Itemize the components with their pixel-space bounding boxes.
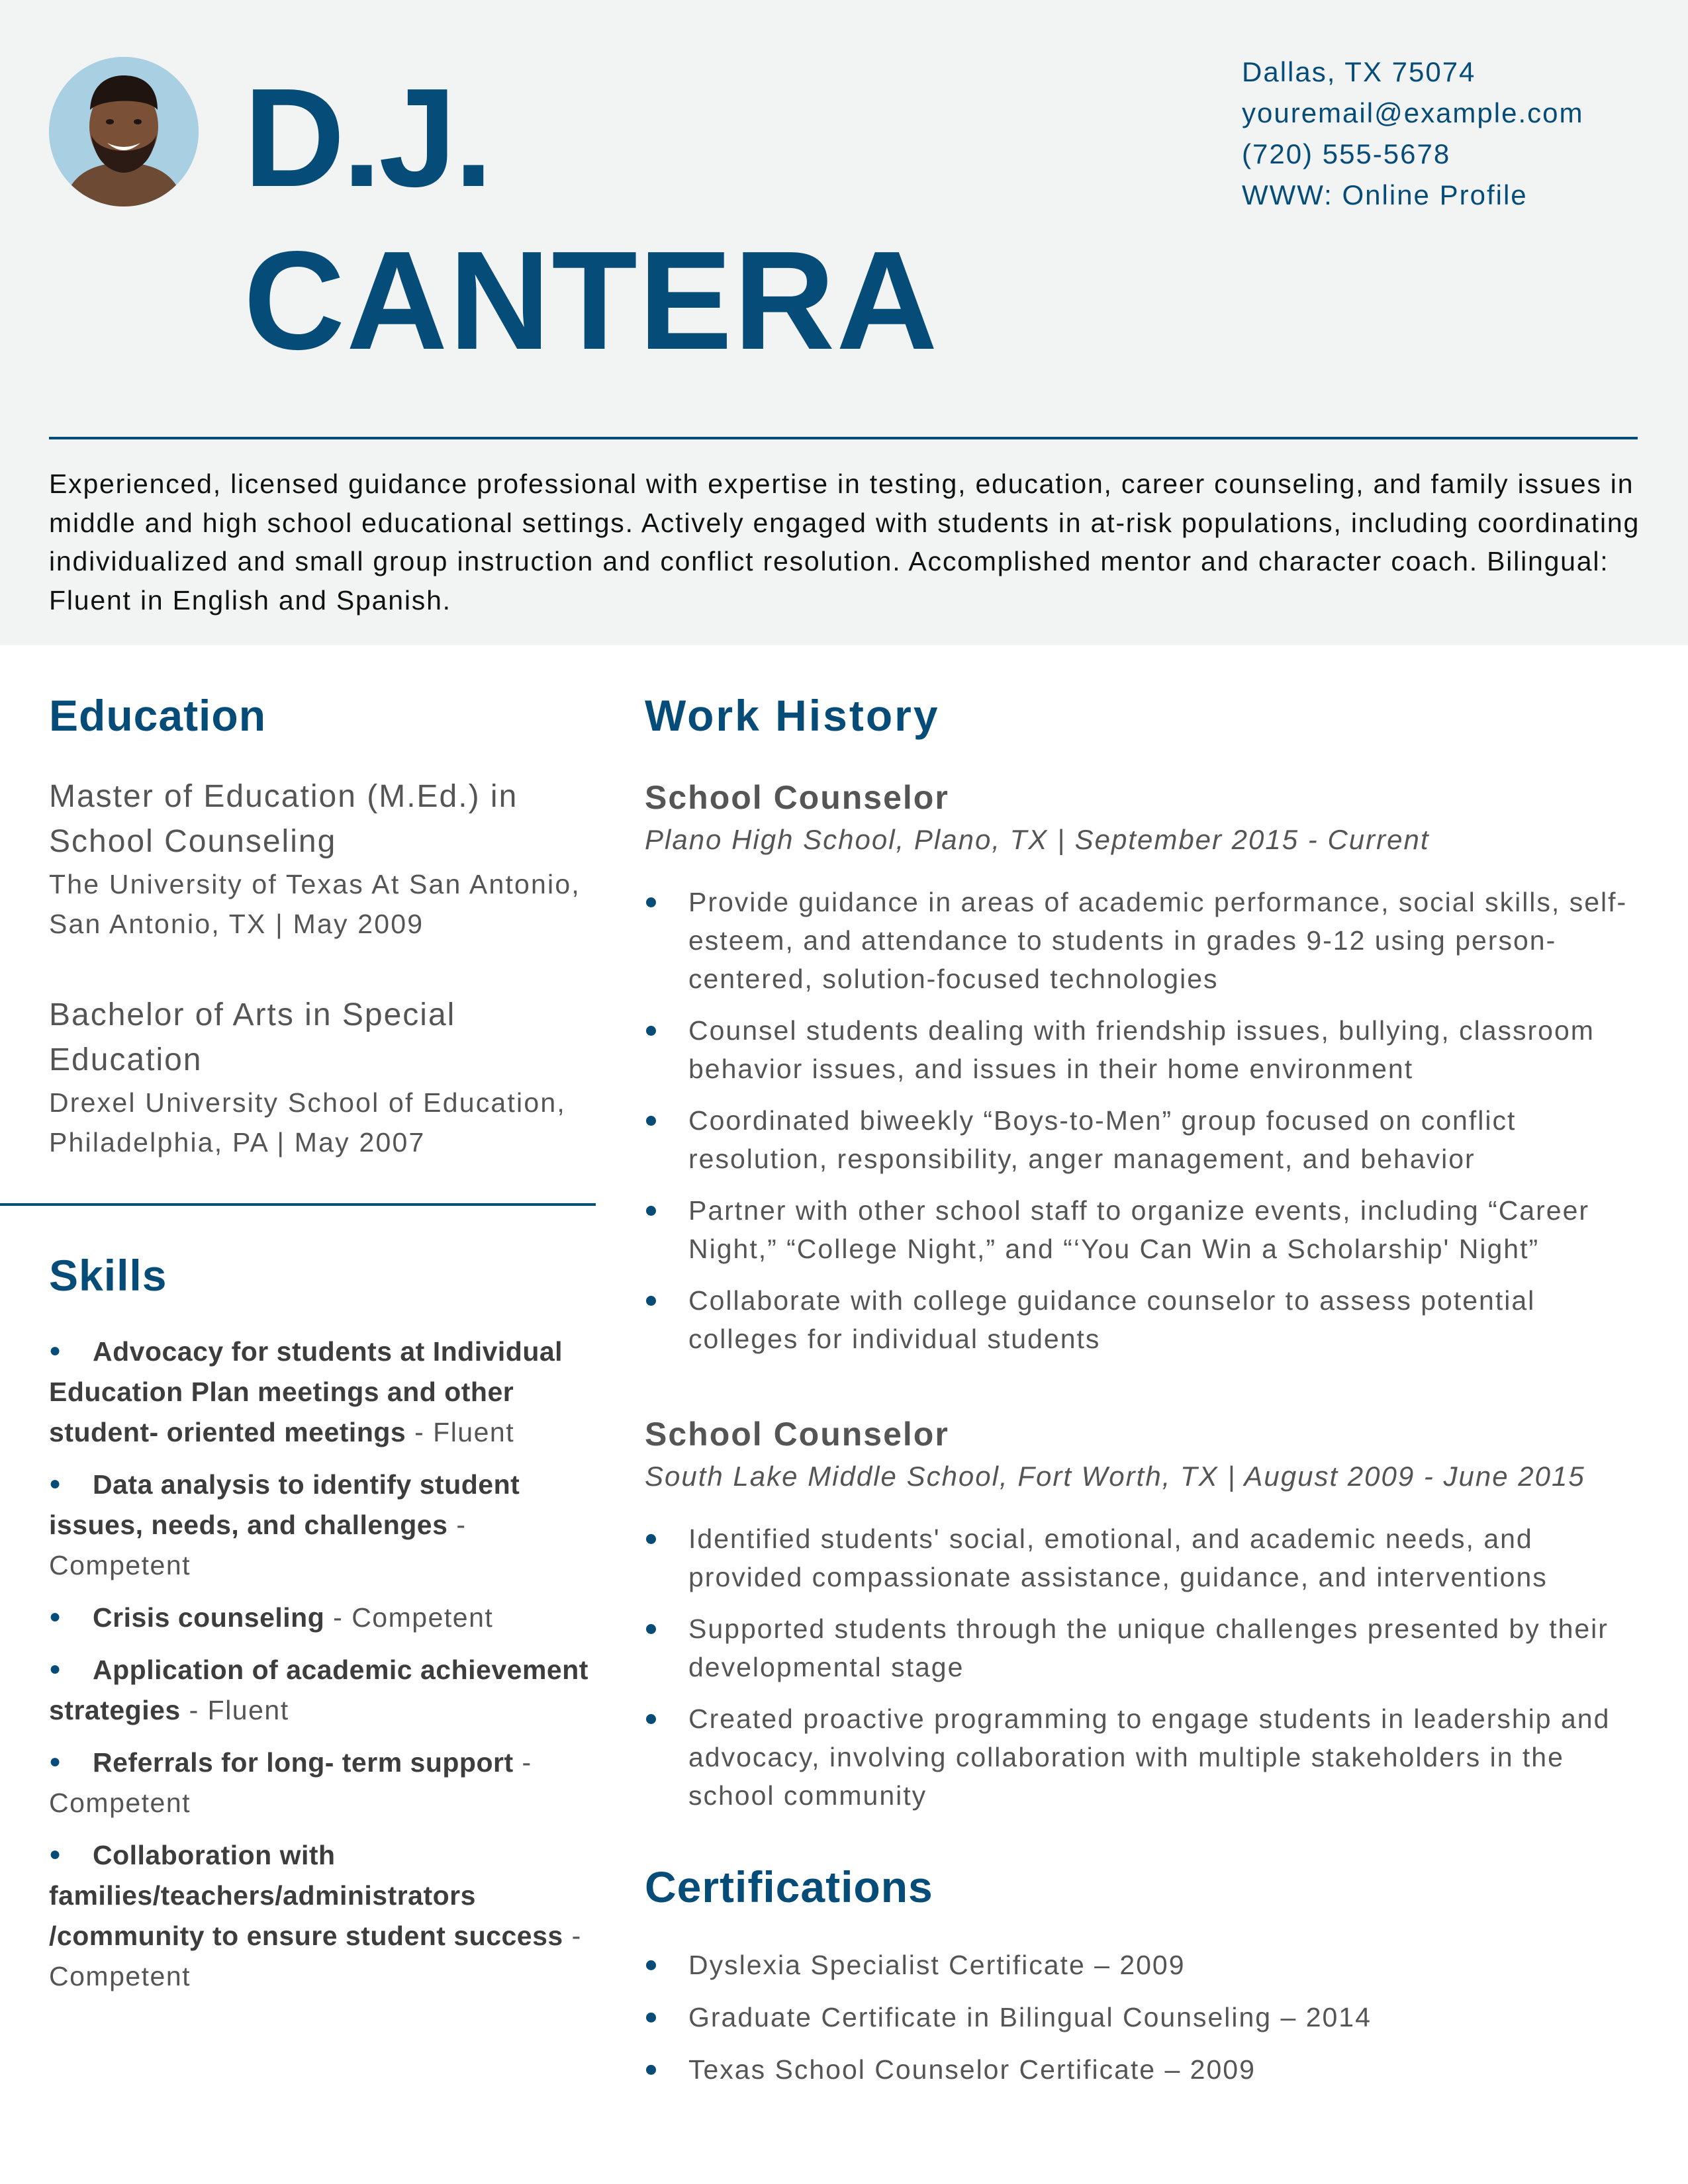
- skill-level: - Fluent: [180, 1695, 289, 1725]
- bullet-icon: [646, 1296, 656, 1306]
- contact-phone[interactable]: (720) 555-5678: [1242, 138, 1451, 169]
- section-divider: [0, 1203, 596, 1206]
- skill-item: [49, 1649, 598, 1731]
- job-meta: South Lake Middle School, Fort Worth, TX | August 2009 - June 2015: [645, 1461, 1585, 1492]
- contact-website[interactable]: WWW: Online Profile: [1242, 179, 1528, 210]
- bullet-icon: [646, 1960, 656, 1970]
- skill-name: Referrals for long- term support: [93, 1747, 514, 1778]
- job-bullet: [645, 1700, 1651, 1815]
- header-band: [0, 0, 1688, 645]
- job-bullet-text: Identified students' social, emotional, and academic needs, and provided compassionate assistance, guidance, and interventions: [688, 1524, 1548, 1592]
- bullet-icon: ●: [49, 1606, 62, 1627]
- job-bullets: [645, 883, 1651, 1358]
- bullet-icon: [646, 1116, 656, 1126]
- certification-item: [645, 2050, 1651, 2089]
- bullet-icon: ●: [49, 1473, 62, 1494]
- bullet-icon: [646, 2013, 656, 2023]
- certification-item: [645, 1946, 1651, 1984]
- work-history-title: Work History: [645, 691, 940, 740]
- job-bullet: [645, 1520, 1651, 1596]
- skill-level: - Competent: [49, 1747, 532, 1818]
- job-entry: [645, 774, 1651, 1371]
- job-bullet: [645, 1011, 1651, 1088]
- bullet-icon: [646, 897, 656, 907]
- job-entry: [645, 1411, 1651, 1828]
- bullet-icon: [646, 1206, 656, 1216]
- job-bullet: [645, 1191, 1651, 1268]
- bullet-icon: ●: [49, 1658, 62, 1680]
- job-title: School Counselor: [645, 1416, 949, 1453]
- skill-name: Advocacy for students at Individual Education Plan meetings and other student- oriented meetings: [49, 1336, 563, 1447]
- contact-email[interactable]: youremail@example.com: [1242, 97, 1584, 128]
- job-bullet-text: Partner with other school staff to organize events, including “Career Night,” “College Night,” and “‘You Can Win a Scholarship' Night”: [688, 1195, 1590, 1264]
- skill-item: [49, 1330, 598, 1453]
- job-bullet: [645, 1101, 1651, 1178]
- bullet-icon: ●: [49, 1751, 62, 1772]
- header-divider: [49, 437, 1638, 439]
- skill-level: - Competent: [49, 1510, 467, 1580]
- certification-text: Graduate Certificate in Bilingual Counseling – 2014: [688, 2002, 1372, 2032]
- certification-item: [645, 1998, 1651, 2036]
- job-bullet-text: Provide guidance in areas of academic performance, social skills, self-esteem, and attendance to students in grades 9-12 using person-centered, solution-focused technologies: [688, 887, 1628, 994]
- job-bullet: [645, 1610, 1651, 1686]
- job-bullet: [645, 883, 1651, 998]
- education-entry: [49, 774, 598, 944]
- job-bullet-text: Created proactive programming to engage students in leadership and advocacy, involving collaboration with multiple stakeholders in the school community: [688, 1704, 1611, 1811]
- skill-level: - Competent: [49, 1921, 582, 1991]
- professional-summary: Experienced, licensed guidance professional with expertise in testing, education, career counseling, and family issues in middle and high school educational settings. Actively engaged with students in at-risk populations, including coordinating individualized and small group instruction and conflict resolution. Accomplished mentor and character coach. Bilingual: Fluent in English and Spanish.: [49, 469, 1640, 615]
- skill-name: Crisis counseling: [93, 1602, 325, 1633]
- skill-item: [49, 1463, 598, 1586]
- bullet-icon: [646, 1624, 656, 1634]
- job-bullet-text: Supported students through the unique challenges presented by their developmental stage: [688, 1614, 1609, 1682]
- job-bullet: [645, 1281, 1651, 1358]
- job-title: School Counselor: [645, 779, 949, 816]
- bullet-icon: [646, 1714, 656, 1724]
- bullet-icon: ●: [49, 1843, 62, 1865]
- job-bullet-text: Coordinated biweekly “Boys-to-Men” group focused on conflict resolution, responsibility, anger management, and behavior: [688, 1105, 1517, 1174]
- job-bullet-text: Counsel students dealing with friendship issues, bullying, classroom behavior issues, and issues in their home environment: [688, 1015, 1595, 1084]
- bullet-icon: [646, 1026, 656, 1036]
- education-school: The University of Texas At San Antonio, San Antonio, TX | May 2009: [49, 869, 581, 939]
- skills-title: Skills: [49, 1251, 167, 1300]
- bullet-icon: ●: [49, 1340, 62, 1361]
- skill-item: [49, 1596, 598, 1638]
- certification-text: Texas School Counselor Certificate – 2009: [688, 2054, 1256, 2085]
- bullet-icon: [646, 1534, 656, 1544]
- skills-list: [49, 1330, 598, 2007]
- contact-block: [1242, 52, 1583, 216]
- skill-level: - Competent: [324, 1602, 494, 1633]
- job-meta: Plano High School, Plano, TX | September 2015 - Current: [645, 824, 1430, 855]
- avatar-portrait: [49, 57, 199, 206]
- name-first: D.J.: [244, 59, 491, 216]
- certifications-list: [645, 1946, 1651, 2103]
- profile-photo: [49, 57, 199, 206]
- job-bullet-text: Collaborate with college guidance counselor to assess potential colleges for individual students: [688, 1285, 1536, 1354]
- skill-name: Data analysis to identify student issues, needs, and challenges: [49, 1469, 520, 1540]
- education-degree: Bachelor of Arts in Special Education: [49, 997, 456, 1077]
- skill-item: [49, 1834, 598, 1997]
- skill-level: - Fluent: [406, 1417, 515, 1447]
- name-last: CANTERA: [244, 222, 939, 379]
- skill-name: Application of academic achievement strategies: [49, 1655, 588, 1725]
- contact-location: Dallas, TX 75074: [1242, 56, 1476, 87]
- certification-text: Dyslexia Specialist Certificate – 2009: [688, 1950, 1186, 1980]
- education-school: Drexel University School of Education, Philadelphia, PA | May 2007: [49, 1087, 566, 1158]
- education-title: Education: [49, 691, 267, 740]
- skill-name: Collaboration with families/teachers/administrators /community to ensure student success: [49, 1840, 563, 1951]
- job-bullets: [645, 1520, 1651, 1815]
- certifications-title: Certifications: [645, 1862, 933, 1911]
- education-entry: [49, 993, 598, 1162]
- education-degree: Master of Education (M.Ed.) in School Counseling: [49, 779, 518, 859]
- bullet-icon: [646, 2065, 656, 2075]
- skill-item: [49, 1741, 598, 1823]
